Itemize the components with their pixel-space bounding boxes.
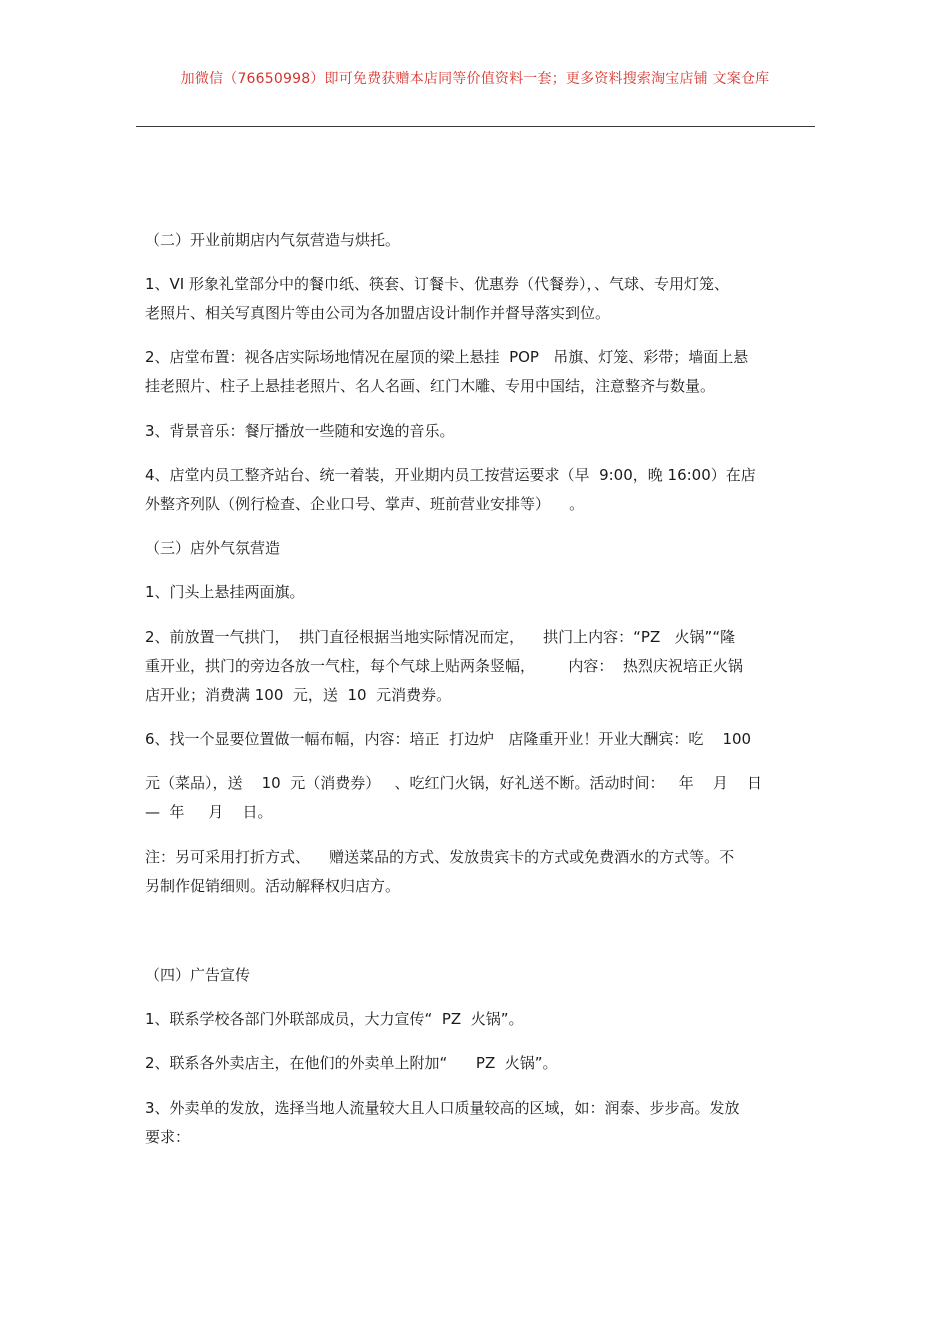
s4-item2: 2、联系各外卖店主，在他们的外卖单上附加“ PZ 火锅”。: [145, 1054, 558, 1072]
s2-item2-line1: 2、店堂布置：视各店实际场地情况在屋顶的梁上悬挂 POP 吊旗、灯笼、彩带；墙面上悬: [145, 348, 749, 366]
s2-item4-line2: 外整齐列队（例行检查、企业口号、掌声、班前营业安排等） 。: [145, 495, 585, 513]
promo-header: 加微信（76650998）即可免费获赠本店同等价值资料一套；更多资料搜索淘宝店铺 文案仓库: [180, 71, 770, 87]
s2-item1-line2: 老照片、相关写真图片等由公司为各加盟店设计制作并督导落实到位。: [145, 304, 611, 322]
section-2-title: （二）开业前期店内气氛营造与烘托。: [145, 231, 401, 249]
s2-item2-line2: 挂老照片、柱子上悬挂老照片、名人名画、红门木雕、专用中国结，注意整齐与数量。: [145, 377, 716, 395]
s2-item1-line1: 1、VI 形象礼堂部分中的餐巾纸、筷套、订餐卡、优惠券（代餐券），、气球、专用灯笼、: [145, 275, 730, 293]
s4-item3-line1: 3、外卖单的发放，选择当地人流量较大且人口质量较高的区域，如：润泰、步步高。发放: [145, 1099, 740, 1117]
s3-item1: 1、门头上悬挂两面旗。: [145, 583, 305, 601]
header-divider: [136, 126, 815, 127]
s2-item4-line1: 4、店堂内员工整齐站台、统一着装，开业期内员工按营运要求（早 9:00，晚 16:00）在店: [145, 466, 756, 484]
s3-item6-line3: — 年 月 日。: [145, 803, 273, 821]
section-4-title: （四）广告宣传: [145, 966, 251, 984]
s3-item6-line1: 6、找一个显要位置做一幅布幅，内容：培正 打边炉 店隆重开业！开业大酬宾：吃 100: [145, 730, 752, 748]
s3-item6-line2: 元（菜品），送 10 元（消费券） 、吃红门火锅，好礼送不断。活动时间： 年 月 日: [145, 774, 762, 792]
s3-item2-line1: 2、前放置一气拱门， 拱门直径根据当地实际情况而定， 拱门上内容：“PZ 火锅”“隆: [145, 628, 736, 646]
section-3-title: （三）店外气氛营造: [145, 539, 281, 557]
s3-item2-line2: 重开业，拱门的旁边各放一气柱，每个气球上贴两条竖幅， 内容： 热烈庆祝培正火锅: [145, 657, 743, 675]
s3-note-line2: 另制作促销细则。活动解释权归店方。: [145, 877, 401, 895]
s4-item1: 1、联系学校各部门外联部成员，大力宣传“ PZ 火锅”。: [145, 1010, 524, 1028]
s4-item3-line2: 要求：: [145, 1128, 191, 1146]
s3-item2-line3: 店开业；消费满 100 元，送 10 元消费券。: [145, 686, 452, 704]
s3-note-line1: 注：另可采用打折方式、 赠送菜品的方式、发放贵宾卡的方式或免费酒水的方式等。不: [145, 848, 735, 866]
s2-item3: 3、背景音乐：餐厅播放一些随和安逸的音乐。: [145, 422, 455, 440]
